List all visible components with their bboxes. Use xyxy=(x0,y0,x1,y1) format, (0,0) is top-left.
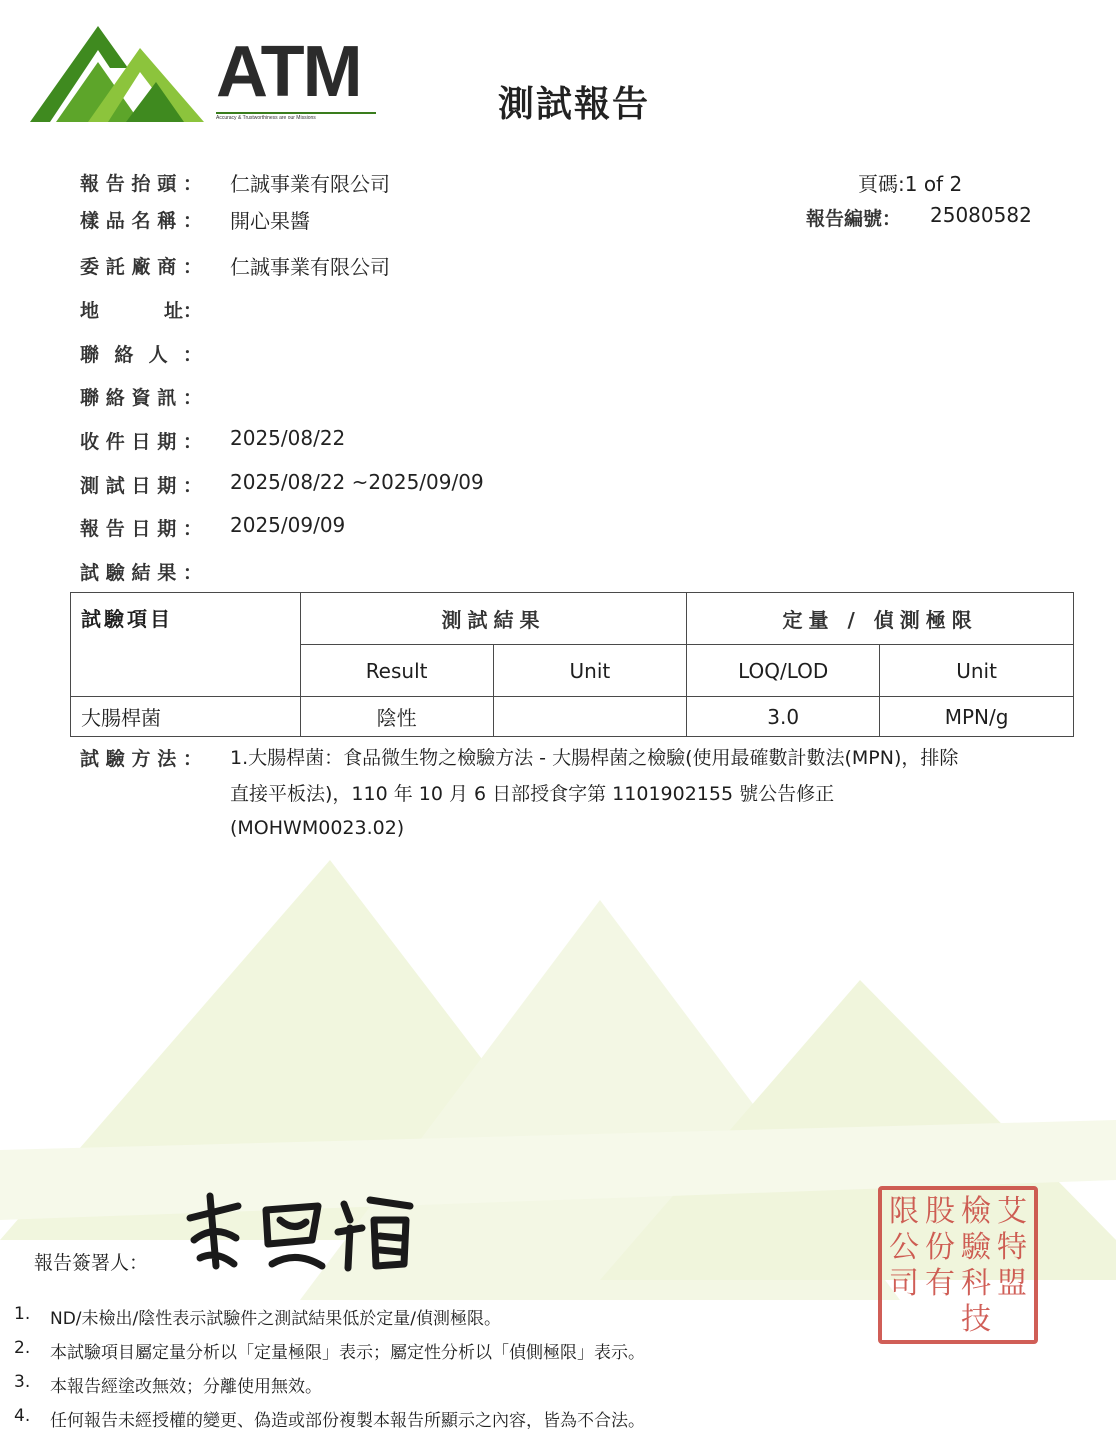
cell-unit xyxy=(493,697,687,737)
company-seal: 艾 特 盟 檢 驗 科 技 股 份 有 限 公 司 xyxy=(878,1186,1038,1344)
label-contact: 聯 絡 人 ： xyxy=(80,344,202,366)
document-title: 測試報告 xyxy=(498,84,651,125)
cell-result: 陰性 xyxy=(300,697,493,737)
logo-text: ATM xyxy=(216,32,361,112)
label-sample-name: 樣 品 名 稱 ： xyxy=(80,210,202,232)
list-item: 2. 本試驗項目屬定量分析以「定量極限」表示；屬定性分析以「偵側極限」表示。 xyxy=(14,1338,645,1363)
method-line-3: (MOHWM0023.02) xyxy=(230,817,405,839)
cell-loq-unit: MPN/g xyxy=(880,697,1074,737)
subheader-loq: LOQ/LOD xyxy=(687,645,880,697)
list-item: 4. 任何報告未經授權的變更、偽造或部份複製本報告所顯示之內容，皆為不合法。 xyxy=(14,1406,645,1429)
results-table xyxy=(70,592,1074,737)
label-received-date: 收 件 日 期 ： xyxy=(80,431,202,453)
value-client: 仁誠事業有限公司 xyxy=(230,255,390,279)
label-address: 地 址 ： xyxy=(80,300,202,322)
logo-mountain-icon xyxy=(28,14,208,126)
list-item: 3. 本報告經塗改無效；分離使用無效。 xyxy=(14,1372,322,1397)
subheader-loq-unit: Unit xyxy=(880,645,1074,697)
header-test-result: 測試結果 xyxy=(300,593,687,645)
value-test-date: 2025/08/22 ~2025/09/09 xyxy=(230,470,484,494)
value-received-date: 2025/08/22 xyxy=(230,426,346,450)
header-detection-limit: 定量 / 偵測極限 xyxy=(687,593,1074,645)
method-line-2: 直接平板法)，110 年 10 月 6 日部授食字第 1101902155 號公告修正 xyxy=(230,783,835,805)
value-sample-name: 開心果醬 xyxy=(230,209,310,233)
logo-tagline: Accuracy & Trustworthiness are our Missions xyxy=(216,112,376,121)
cell-loq: 3.0 xyxy=(687,697,880,737)
handwritten-signature xyxy=(176,1180,416,1280)
report-number-label: 報告編號： xyxy=(806,208,902,230)
table-row xyxy=(71,697,1074,737)
label-report-date: 報 告 日 期 ： xyxy=(80,518,202,540)
label-test-results: 試 驗 結 果 ： xyxy=(80,562,202,584)
label-contact-info: 聯 絡 資 訊 ： xyxy=(80,387,202,409)
report-number-value: 25080582 xyxy=(930,203,1032,227)
cell-item: 大腸桿菌 xyxy=(71,697,301,737)
page-number: 頁碼:1 of 2 xyxy=(858,172,963,196)
subheader-unit: Unit xyxy=(493,645,687,697)
label-client: 委 託 廠 商 ： xyxy=(80,256,202,278)
list-item: 1. ND/未檢出/陰性表示試驗件之測試結果低於定量/偵測極限。 xyxy=(14,1304,501,1329)
label-test-date: 測 試 日 期 ： xyxy=(80,475,202,497)
label-report-header: 報 告 抬 頭 ： xyxy=(80,173,202,195)
value-report-date: 2025/09/09 xyxy=(230,513,346,537)
method-line-1: 1.大腸桿菌：食品微生物之檢驗方法 - 大腸桿菌之檢驗(使用最確數計數法(MPN)，排除 xyxy=(230,747,959,769)
subheader-result: Result xyxy=(300,645,493,697)
value-report-header: 仁誠事業有限公司 xyxy=(230,172,390,196)
label-test-method: 試 驗 方 法 ： xyxy=(80,748,202,770)
company-logo xyxy=(28,14,388,130)
signer-label: 報告簽署人： xyxy=(34,1252,149,1274)
header-test-item: 試驗項目 xyxy=(71,593,301,697)
footnotes xyxy=(14,1304,645,1429)
